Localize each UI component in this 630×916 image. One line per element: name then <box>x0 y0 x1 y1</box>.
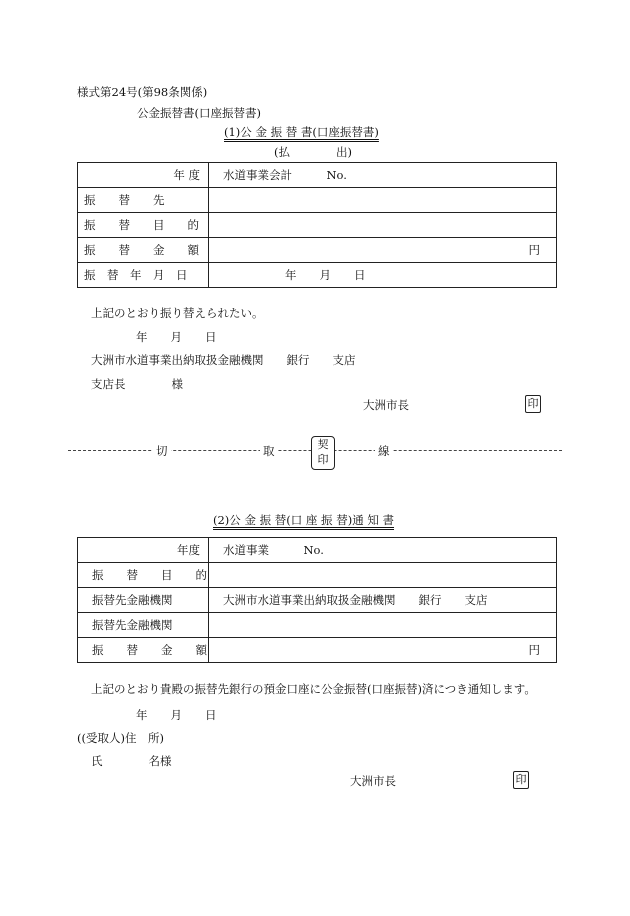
table-row <box>78 188 557 213</box>
row-label-destination-bank: 振替先金融機関 <box>78 588 209 613</box>
transfer-form-table <box>77 162 557 288</box>
section1-subtitle-right: 出) <box>336 145 352 159</box>
row-value-fiscal-year: 水道事業会計 No. <box>209 163 557 188</box>
row-value-destination-bank-2 <box>209 613 557 638</box>
table-row <box>78 563 557 588</box>
row-value-transfer-amount: 円 <box>209 638 557 663</box>
row-label-transfer-amount: 振 替 金 額 <box>78 238 209 263</box>
section1-date-line: 年 月 日 <box>136 330 217 344</box>
section2-seal-mark: 印 <box>513 771 529 789</box>
table-row <box>78 263 557 288</box>
cut-line-char-2: 取 <box>260 443 278 459</box>
document-title: 公金振替書(口座振替書) <box>137 106 261 120</box>
row-value-transfer-amount: 円 <box>209 238 557 263</box>
section1-signer: 大洲市長 <box>363 398 409 412</box>
row-label-transfer-purpose: 振 替 目 的 <box>78 213 209 238</box>
row-label-transfer-amount: 振 替 金 額 <box>78 638 209 663</box>
table-row <box>78 538 557 563</box>
row-value-transfer-purpose <box>209 213 557 238</box>
row-label-transfer-purpose: 振 替 目 的 <box>78 563 209 588</box>
section1-title: (1)公 金 振 替 書(口座振替書) <box>224 125 379 139</box>
notice-text: 上記のとおり貴殿の振替先銀行の預金口座に公金振替(口座振替)済につき通知します。 <box>91 682 536 696</box>
table-row <box>78 213 557 238</box>
request-text: 上記のとおり振り替えられたい。 <box>91 306 264 320</box>
row-value-transfer-destination <box>209 188 557 213</box>
row-value-fiscal-year: 水道事業 No. <box>209 538 557 563</box>
row-label-fiscal-year: 年 度 <box>78 163 209 188</box>
section1-bank-line: 大洲市水道事業出納取扱金融機関 銀行 支店 <box>91 353 356 367</box>
tally-seal <box>311 436 335 470</box>
row-label-destination-bank-2: 振替先金融機関 <box>78 613 209 638</box>
section1-addressee: 支店長 様 <box>91 377 183 391</box>
notice-form-table <box>77 537 557 663</box>
tally-seal-bottom: 印 <box>317 453 329 466</box>
tally-seal-top: 契 <box>317 438 329 451</box>
table-row <box>78 238 557 263</box>
row-label-transfer-date: 振 替 年 月 日 <box>78 263 209 288</box>
section2-title: (2)公 金 振 替(口 座 振 替)通 知 書 <box>213 513 395 527</box>
table-row <box>78 613 557 638</box>
row-label-fiscal-year: 年度 <box>78 538 209 563</box>
cut-line-char-1: 切 <box>153 443 171 459</box>
row-value-transfer-date: 年 月 日 <box>209 263 557 288</box>
table-row <box>78 588 557 613</box>
cut-line-char-3: 線 <box>375 443 393 459</box>
row-label-transfer-destination: 振 替 先 <box>78 188 209 213</box>
recipient-address: ((受取人)住 所) <box>77 731 164 745</box>
table-row <box>78 638 557 663</box>
row-value-destination-bank: 大洲市水道事業出納取扱金融機関 銀行 支店 <box>209 588 557 613</box>
table-row <box>78 163 557 188</box>
row-value-transfer-purpose <box>209 563 557 588</box>
section1-seal-mark: 印 <box>525 395 541 413</box>
section2-signer: 大洲市長 <box>350 774 396 788</box>
recipient-name: 氏 名様 <box>91 754 172 768</box>
section2-date-line: 年 月 日 <box>136 708 217 722</box>
section1-subtitle-left: (払 <box>274 145 290 159</box>
form-number: 様式第24号(第98条関係) <box>77 85 208 99</box>
